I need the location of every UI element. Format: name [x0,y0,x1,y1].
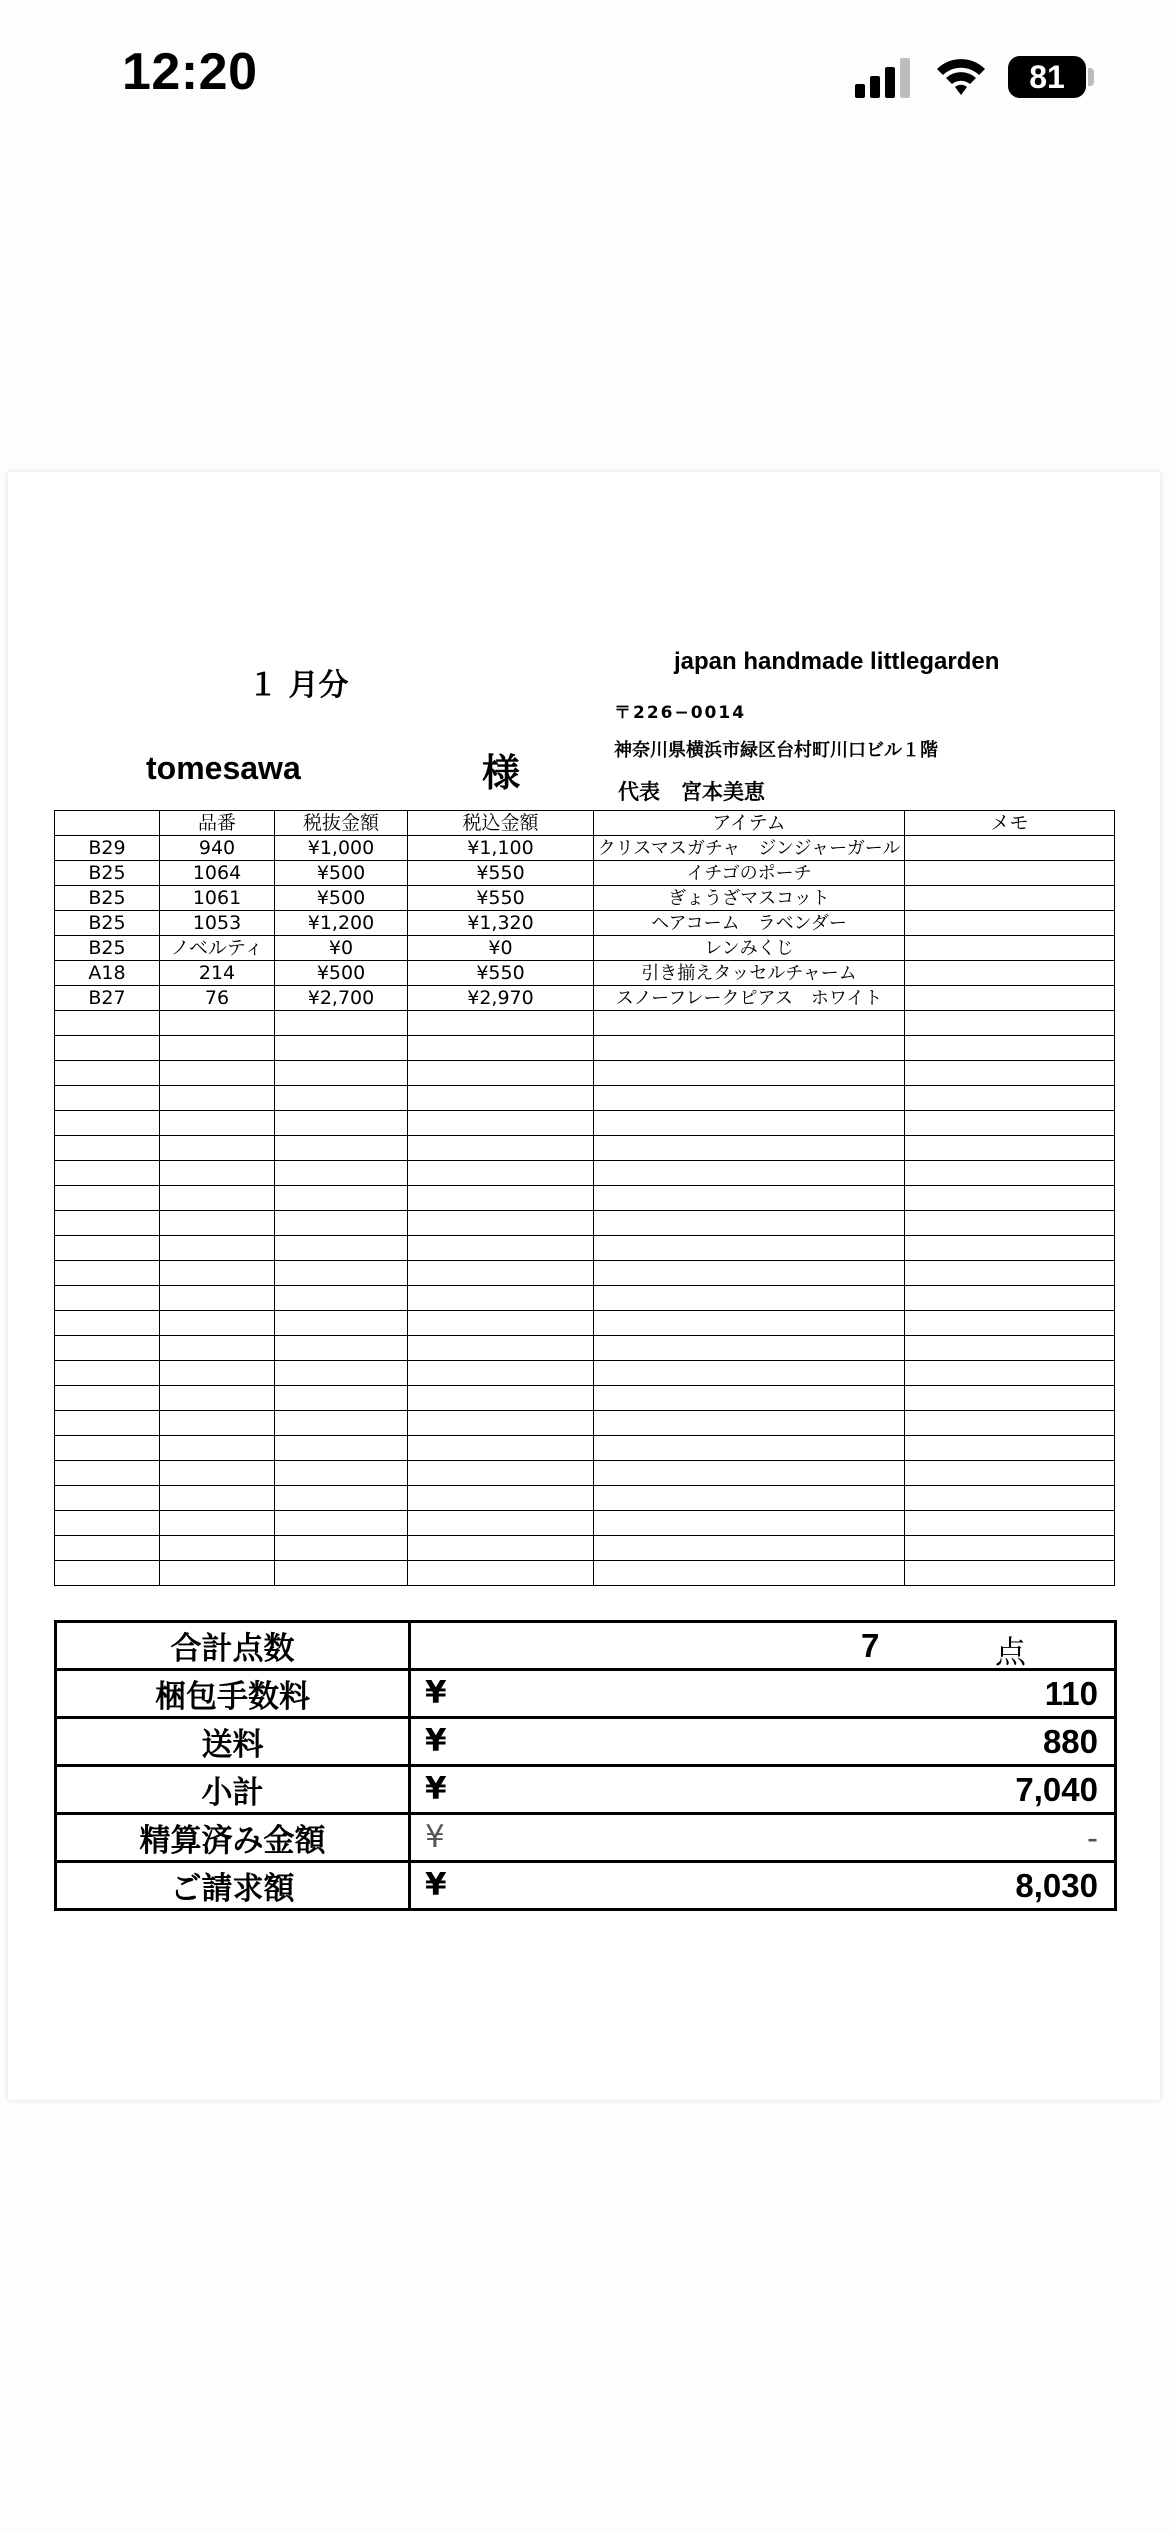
subtotal-cell [410,1766,1116,1814]
shipping-value: 880 [1042,1723,1098,1760]
empty-table-row [55,1236,1115,1261]
empty-cell [905,1536,1115,1561]
empty-cell [905,1311,1115,1336]
company-address: 神奈川県横浜市緑区台村町川口ビル１階 [614,740,938,761]
empty-cell [594,1111,905,1136]
empty-cell [55,1261,160,1286]
subtotal-label: 小計 [56,1766,410,1814]
cell-price-excl-tax: ¥500 [275,861,408,886]
empty-cell [275,1486,408,1511]
header-price-excl-tax: 税抜金額 [275,811,408,836]
empty-cell [594,1286,905,1311]
empty-cell [275,1536,408,1561]
packing-fee-label: 梱包手数料 [56,1670,410,1718]
header-item: アイテム [594,811,905,836]
empty-cell [408,1161,594,1186]
empty-cell [275,1311,408,1336]
empty-cell [594,1436,905,1461]
empty-table-row [55,1286,1115,1311]
empty-cell [275,1436,408,1461]
cell-item-number: 1064 [160,861,275,886]
empty-cell [275,1411,408,1436]
empty-cell [55,1211,160,1236]
empty-cell [275,1386,408,1411]
table-row [55,936,1115,961]
total-count-label: 合計点数 [56,1622,410,1670]
table-row [55,861,1115,886]
empty-cell [160,1486,275,1511]
empty-cell [275,1211,408,1236]
empty-table-row [55,1086,1115,1111]
cell-item: イチゴのポーチ [594,861,905,886]
empty-cell [160,1111,275,1136]
empty-cell [55,1436,160,1461]
items-table [54,810,1115,1586]
empty-cell [160,1086,275,1111]
empty-cell [594,1486,905,1511]
empty-cell [160,1061,275,1086]
cell-price-incl-tax: ¥1,320 [408,911,594,936]
cell-code: B29 [55,836,160,861]
empty-table-row [55,1386,1115,1411]
empty-cell [160,1336,275,1361]
empty-cell [160,1286,275,1311]
yen-sign: ¥ [425,1867,447,1903]
invoice-month: １ 月分 [248,668,349,703]
empty-cell [55,1011,160,1036]
empty-cell [160,1436,275,1461]
empty-cell [594,1136,905,1161]
empty-table-row [55,1311,1115,1336]
empty-table-row [55,1061,1115,1086]
cell-item-number: 1061 [160,886,275,911]
empty-cell [408,1461,594,1486]
empty-cell [275,1236,408,1261]
empty-cell [408,1136,594,1161]
empty-cell [905,1011,1115,1036]
empty-cell [905,1186,1115,1211]
postal-code: 〒226−0014 [614,703,747,723]
table-row [55,911,1115,936]
cell-memo [905,861,1115,886]
cell-price-incl-tax: ¥550 [408,886,594,911]
empty-cell [55,1136,160,1161]
cell-code: A18 [55,961,160,986]
billing-amount-cell [410,1862,1116,1910]
status-bar [0,0,1170,150]
empty-cell [55,1336,160,1361]
empty-table-row [55,1361,1115,1386]
empty-cell [275,1086,408,1111]
empty-cell [594,1086,905,1111]
empty-cell [275,1136,408,1161]
empty-cell [55,1186,160,1211]
settled-amount-cell [410,1814,1116,1862]
empty-cell [594,1361,905,1386]
customer-name: tomesawa [146,750,301,786]
empty-cell [160,1261,275,1286]
empty-cell [160,1461,275,1486]
cellular-signal-icon [855,58,915,98]
cell-price-incl-tax: ¥2,970 [408,986,594,1011]
empty-cell [905,1061,1115,1086]
cell-item: スノーフレークピアス ホワイト [594,986,905,1011]
total-count-unit: 点 [995,1635,1026,1671]
battery-cap-icon [1088,68,1094,86]
empty-cell [594,1561,905,1586]
empty-cell [594,1461,905,1486]
empty-table-row [55,1486,1115,1511]
cell-code: B27 [55,986,160,1011]
status-time: 12:20 [122,43,258,101]
cell-memo [905,961,1115,986]
empty-cell [408,1286,594,1311]
empty-cell [594,1186,905,1211]
empty-cell [55,1161,160,1186]
cell-memo [905,986,1115,1011]
table-row [55,836,1115,861]
empty-table-row [55,1461,1115,1486]
empty-cell [55,1236,160,1261]
empty-table-row [55,1261,1115,1286]
empty-cell [160,1236,275,1261]
empty-table-row [55,1511,1115,1536]
empty-table-row [55,1136,1115,1161]
empty-cell [905,1461,1115,1486]
empty-cell [905,1286,1115,1311]
empty-cell [905,1336,1115,1361]
yen-sign: ¥ [425,1723,447,1759]
empty-cell [275,1011,408,1036]
empty-cell [55,1386,160,1411]
empty-table-row [55,1186,1115,1211]
empty-cell [905,1411,1115,1436]
cell-memo [905,836,1115,861]
cell-price-excl-tax: ¥1,200 [275,911,408,936]
empty-cell [160,1211,275,1236]
empty-cell [55,1561,160,1586]
total-count-row [56,1622,1116,1670]
empty-cell [160,1511,275,1536]
table-row [55,986,1115,1011]
empty-cell [275,1161,408,1186]
empty-cell [55,1511,160,1536]
cell-item: ヘアコーム ラベンダー [594,911,905,936]
header-price-incl-tax: 税込金額 [408,811,594,836]
empty-cell [160,1386,275,1411]
empty-cell [275,1561,408,1586]
empty-cell [594,1336,905,1361]
empty-cell [408,1361,594,1386]
settled-amount-label: 精算済み金額 [56,1814,410,1862]
empty-cell [55,1536,160,1561]
representative: 代表 宮本美恵 [618,780,765,804]
empty-cell [408,1336,594,1361]
totals-table [54,1620,1117,1911]
cell-price-incl-tax: ¥1,100 [408,836,594,861]
cell-code: B25 [55,886,160,911]
empty-cell [55,1461,160,1486]
cell-item: 引き揃えタッセルチャーム [594,961,905,986]
customer-honorific: 様 [482,751,521,795]
empty-cell [408,1011,594,1036]
cell-code: B25 [55,936,160,961]
subtotal-value: 7,040 [1015,1771,1098,1808]
empty-cell [408,1436,594,1461]
empty-cell [408,1411,594,1436]
header-item-number: 品番 [160,811,275,836]
empty-cell [905,1361,1115,1386]
empty-cell [160,1536,275,1561]
empty-cell [905,1161,1115,1186]
empty-cell [594,1161,905,1186]
total-count-cell [410,1622,1116,1670]
table-row [55,961,1115,986]
cell-memo [905,936,1115,961]
cell-item-number: 76 [160,986,275,1011]
empty-cell [160,1186,275,1211]
empty-cell [275,1111,408,1136]
subtotal-row [56,1766,1116,1814]
empty-cell [594,1411,905,1436]
empty-table-row [55,1561,1115,1586]
battery-indicator: 81 [1008,56,1086,98]
empty-cell [594,1311,905,1336]
empty-cell [275,1036,408,1061]
empty-cell [275,1286,408,1311]
cell-price-excl-tax: ¥500 [275,961,408,986]
empty-cell [905,1261,1115,1286]
empty-cell [160,1136,275,1161]
empty-cell [594,1211,905,1236]
empty-cell [160,1411,275,1436]
empty-cell [905,1436,1115,1461]
empty-cell [160,1361,275,1386]
empty-cell [594,1011,905,1036]
header-code [55,811,160,836]
empty-cell [408,1086,594,1111]
empty-cell [408,1261,594,1286]
cell-item-number: 1053 [160,911,275,936]
cell-item-number: ノベルティ [160,936,275,961]
billing-amount-row [56,1862,1116,1910]
billing-amount-value: 8,030 [1015,1867,1098,1904]
empty-cell [905,1386,1115,1411]
cell-code: B25 [55,861,160,886]
invoice-page [8,472,1160,2100]
empty-cell [408,1561,594,1586]
empty-cell [594,1536,905,1561]
cell-price-excl-tax: ¥2,700 [275,986,408,1011]
empty-cell [160,1161,275,1186]
empty-table-row [55,1436,1115,1461]
yen-sign: ¥ [425,1675,447,1711]
packing-fee-value: 110 [1044,1675,1098,1712]
billing-amount-label: ご請求額 [56,1862,410,1910]
packing-fee-cell [410,1670,1116,1718]
empty-cell [408,1236,594,1261]
empty-cell [160,1011,275,1036]
empty-cell [408,1536,594,1561]
packing-fee-row [56,1670,1116,1718]
cell-code: B25 [55,911,160,936]
empty-cell [408,1211,594,1236]
empty-cell [275,1361,408,1386]
empty-cell [55,1061,160,1086]
empty-table-row [55,1536,1115,1561]
settled-amount-row [56,1814,1116,1862]
empty-cell [408,1036,594,1061]
cell-price-excl-tax: ¥500 [275,886,408,911]
empty-cell [160,1561,275,1586]
cell-price-incl-tax: ¥550 [408,961,594,986]
empty-cell [275,1461,408,1486]
empty-cell [55,1286,160,1311]
cell-item: ぎょうざマスコット [594,886,905,911]
cell-memo [905,886,1115,911]
empty-cell [594,1061,905,1086]
empty-cell [594,1036,905,1061]
settled-amount-value: - [1087,1819,1098,1856]
yen-sign: ¥ [425,1819,445,1855]
empty-cell [905,1561,1115,1586]
empty-table-row [55,1011,1115,1036]
empty-cell [55,1411,160,1436]
empty-cell [905,1136,1115,1161]
empty-cell [275,1061,408,1086]
wifi-icon [935,55,987,97]
empty-cell [905,1486,1115,1511]
empty-table-row [55,1111,1115,1136]
empty-table-row [55,1036,1115,1061]
empty-table-row [55,1411,1115,1436]
cell-item: クリスマスガチャ ジンジャーガール [594,836,905,861]
empty-cell [275,1186,408,1211]
empty-cell [594,1261,905,1286]
empty-cell [55,1486,160,1511]
cell-price-incl-tax: ¥0 [408,936,594,961]
empty-cell [160,1036,275,1061]
empty-cell [905,1511,1115,1536]
cell-item-number: 214 [160,961,275,986]
empty-table-row [55,1161,1115,1186]
empty-cell [905,1036,1115,1061]
empty-cell [55,1086,160,1111]
empty-cell [408,1311,594,1336]
empty-cell [55,1036,160,1061]
items-header-row [55,811,1115,836]
cell-price-incl-tax: ¥550 [408,861,594,886]
shipping-row [56,1718,1116,1766]
empty-cell [408,1186,594,1211]
shipping-label: 送料 [56,1718,410,1766]
empty-cell [905,1086,1115,1111]
empty-cell [275,1511,408,1536]
cell-memo [905,911,1115,936]
empty-cell [408,1111,594,1136]
empty-cell [55,1311,160,1336]
empty-cell [594,1511,905,1536]
cell-item: レンみくじ [594,936,905,961]
empty-cell [594,1236,905,1261]
empty-cell [275,1261,408,1286]
empty-table-row [55,1336,1115,1361]
empty-cell [905,1236,1115,1261]
empty-cell [905,1111,1115,1136]
empty-cell [160,1311,275,1336]
empty-cell [408,1511,594,1536]
empty-table-row [55,1211,1115,1236]
items-body [55,836,1115,1586]
empty-cell [408,1386,594,1411]
total-count-value: 7 [861,1627,880,1664]
empty-cell [594,1386,905,1411]
header-memo: メモ [905,811,1115,836]
empty-cell [275,1336,408,1361]
cell-item-number: 940 [160,836,275,861]
cell-price-excl-tax: ¥1,000 [275,836,408,861]
empty-cell [55,1111,160,1136]
empty-cell [55,1361,160,1386]
yen-sign: ¥ [425,1771,447,1807]
shipping-cell [410,1718,1116,1766]
cell-price-excl-tax: ¥0 [275,936,408,961]
company-name: japan handmade littlegarden [674,648,1000,675]
empty-cell [905,1211,1115,1236]
table-row [55,886,1115,911]
empty-cell [408,1061,594,1086]
empty-cell [408,1486,594,1511]
